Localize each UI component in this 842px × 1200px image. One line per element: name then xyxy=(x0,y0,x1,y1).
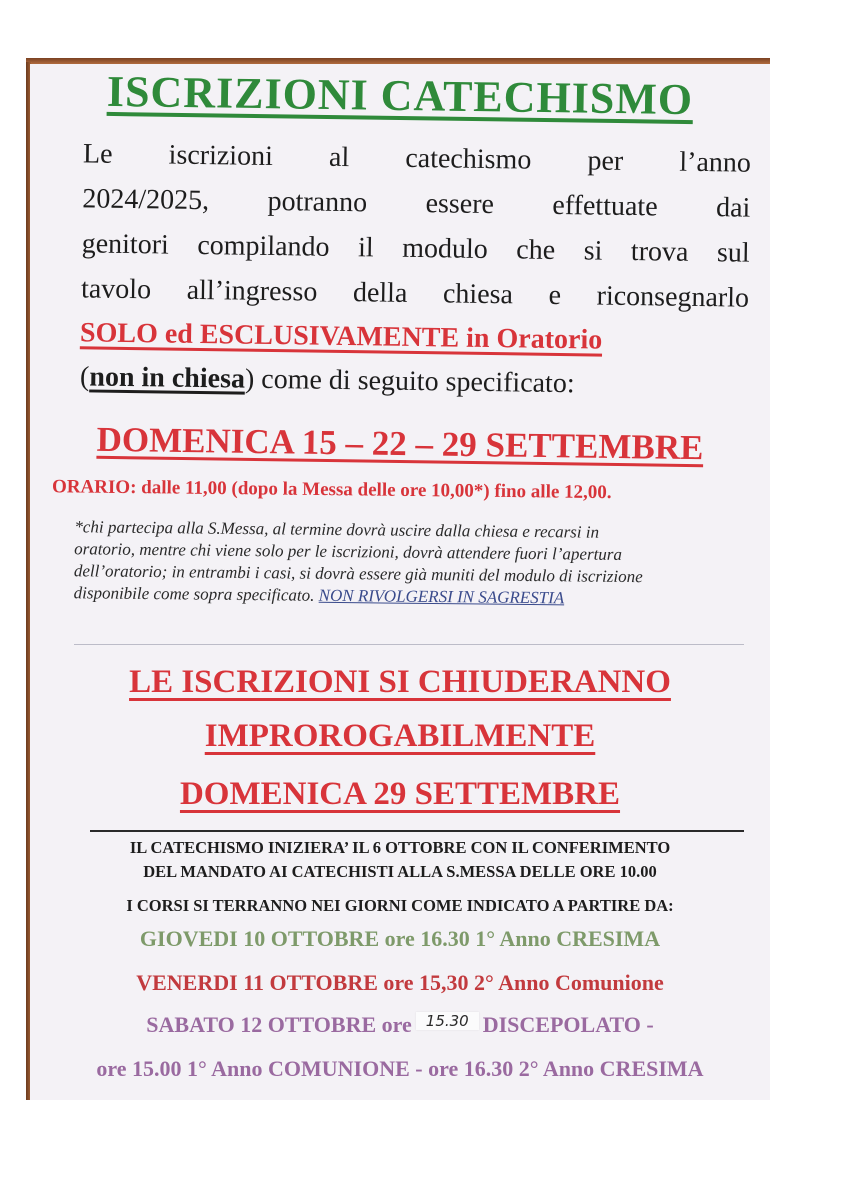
schedule-sabato xyxy=(30,1012,770,1038)
paren-open: ( xyxy=(79,361,90,393)
dates-heading: DOMENICA 15 – 22 – 29 SETTEMBRE xyxy=(96,419,704,468)
non-rivolgersi-link: NON RIVOLGERSI IN SAGRESTIA xyxy=(318,585,565,608)
info-line-3: I CORSI SI TERRANNO NEI GIORNI COME INDICATO A PARTIRE DA: xyxy=(126,896,674,915)
info-line-1: IL CATECHISMO INIZIERA’ IL 6 OTTOBRE CON IL CONFERIMENTO xyxy=(129,838,671,857)
sabato-pre-text: SABATO 12 OTTOBRE ore xyxy=(146,1012,412,1037)
non-in-chiesa-line xyxy=(80,361,752,402)
info-line-2: DEL MANDATO AI CATECHISTI ALLA S.MESSA DELLE ORE 10.00 xyxy=(143,862,657,881)
divider-thick xyxy=(90,830,744,832)
closing-heading-2: IMPROROGABILMENTE xyxy=(204,718,596,754)
paren-close: ) xyxy=(244,363,255,395)
intro-line: tavolo all’ingresso della chiesa e riconsegnarlo xyxy=(80,273,750,314)
footnote-paragraph xyxy=(74,516,770,612)
intro-line: genitori compilando il modulo che si trova sul xyxy=(81,228,750,269)
schedule-venerdi: VENERDI 11 OTTOBRE ore 15,30 2° Anno Comunione xyxy=(136,970,664,995)
sabato-post-text: DISCEPOLATO - xyxy=(482,1012,654,1037)
divider-thin xyxy=(74,644,744,645)
orario-line: ORARIO: dalle 11,00 (dopo la Messa delle ore 10,00*) fino alle 12,00. xyxy=(51,476,612,504)
come-di-seguito-text: come di seguito specificato: xyxy=(254,363,575,400)
non-in-chiesa-emphasis: non in chiesa xyxy=(89,361,246,395)
intro-line: Le iscrizioni al catechismo per l’anno xyxy=(82,138,752,179)
closing-heading-1: LE ISCRIZIONI SI CHIUDERANNO xyxy=(129,664,671,700)
schedule-sabato-times: ore 15.00 1° Anno COMUNIONE - ore 16.30 2° Anno CRESIMA xyxy=(96,1056,704,1081)
footnote-line: disponibile come sopra specificato. xyxy=(73,583,315,605)
footnote-line: oratorio, mentre chi viene solo per le iscrizioni, dovrà attendere fuori l’apertura xyxy=(74,539,623,564)
footnote-line: dell’oratorio; in entrambi i casi, si dovrà essere già muniti del modulo di iscrizione xyxy=(73,561,643,587)
footnote-line: *chi partecipa alla S.Messa, al termine dovrà uscire dalla chiesa e recarsi in xyxy=(74,517,600,542)
poster-sheet xyxy=(30,64,770,1100)
intro-line: 2024/2025, potranno essere effettuate dai xyxy=(82,183,751,224)
solo-oratorio-line: SOLO ed ESCLUSIVAMENTE in Oratorio xyxy=(79,317,603,356)
intro-paragraph xyxy=(81,131,751,320)
closing-heading-3: DOMENICA 29 SETTEMBRE xyxy=(179,776,621,812)
schedule-giovedi: GIOVEDI 10 OTTOBRE ore 16.30 1° Anno CRESIMA xyxy=(139,926,661,951)
handwritten-time-note: 15.30 xyxy=(416,1012,479,1030)
poster-title: ISCRIZIONI CATECHISMO xyxy=(106,66,694,125)
